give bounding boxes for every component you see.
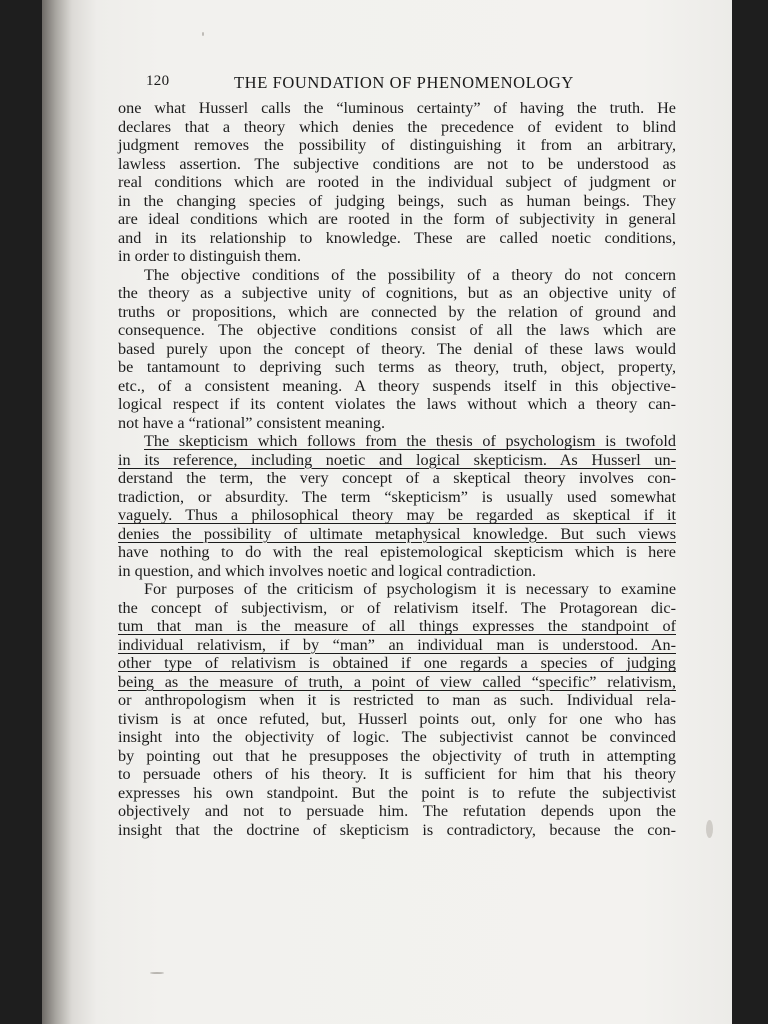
text-line: in its reference, including noetic and logical skepticism. As Husserl un-	[118, 450, 676, 469]
paper-speck	[706, 820, 713, 838]
text-line: in the changing species of judging beings, such as human beings. They	[118, 191, 676, 210]
paper-mark	[150, 972, 164, 974]
body-text	[118, 99, 676, 839]
text-line: are ideal conditions which are rooted in the form of subjectivity in general	[118, 210, 676, 228]
text-line: individual relativism, if by “man” an individual man is understood. An-	[118, 635, 676, 654]
text-line: by pointing out that he presupposes the objectivity of truth in attempting	[118, 746, 676, 765]
text-line: For purposes of the criticism of psychologism it is necessary to examine	[144, 580, 676, 598]
text-line: in question, and which involves noetic and logical contradiction.	[118, 561, 537, 580]
text-line: other type of relativism is obtained if one regards a species of judging	[118, 654, 676, 672]
text-line: tradiction, or absurdity. The term “skepticism” is usually used somewhat	[118, 487, 676, 506]
paper-speck	[202, 32, 204, 36]
text-line: declares that a theory which denies the precedence of evident to blind	[118, 117, 676, 136]
paragraph	[118, 432, 676, 580]
text-line: expresses his own standpoint. But the point is to refute the subjectivist	[118, 783, 676, 802]
text-line: based purely upon the concept of theory. The denial of these laws would	[118, 339, 676, 358]
text-line: the concept of subjectivism, or of relativism itself. The Protagorean dic-	[118, 598, 676, 617]
text-line: logical respect if its content violates the laws without which a theory can-	[118, 395, 676, 413]
paragraph	[118, 266, 676, 433]
text-line: insight that the doctrine of skepticism is contradictory, because the con-	[118, 820, 676, 839]
text-line: lawless assertion. The subjective conditions are not to be understood as	[118, 154, 676, 173]
text-line: not have a “rational” consistent meaning.	[118, 413, 385, 432]
text-line: and in its relationship to knowledge. These are called noetic conditions,	[118, 228, 676, 247]
text-line: truths or propositions, which are connected by the relation of ground and	[118, 302, 676, 321]
text-line: etc., of a consistent meaning. A theory suspends itself in this objective-	[118, 376, 676, 395]
text-line: The objective conditions of the possibility of a theory do not concern	[144, 265, 676, 284]
paragraph	[118, 99, 676, 266]
text-line: objectively and not to persuade him. The refutation depends upon the	[118, 802, 676, 820]
text-line: insight into the objectivity of logic. The subjectivist cannot be convinced	[118, 728, 676, 746]
text-line: in order to distinguish them.	[118, 247, 301, 265]
text-line: tivism is at once refuted, but, Husserl points out, only for one who has	[118, 709, 676, 728]
book-page	[42, 0, 732, 1024]
text-line: one what Husserl calls the “luminous certainty” of having the truth. He	[118, 99, 676, 117]
paragraph	[118, 580, 676, 839]
page-number: 120	[146, 73, 170, 89]
text-line: be tantamount to depriving such terms as theory, truth, object, property,	[118, 358, 676, 376]
text-line: the theory as a subjective unity of cognitions, but as an objective unity of	[118, 284, 676, 302]
text-line: The skepticism which follows from the thesis of psychologism is twofold	[144, 432, 676, 450]
text-line: have nothing to do with the real epistemological skepticism which is here	[118, 543, 676, 561]
text-line: to persuade others of his theory. It is sufficient for him that his theory	[118, 765, 676, 783]
text-line: derstand the term, the very concept of a skeptical theory involves con-	[118, 469, 676, 487]
running-title: THE FOUNDATION OF PHENOMENOLOGY	[234, 73, 574, 92]
text-line: real conditions which are rooted in the individual subject of judgment or	[118, 173, 676, 191]
text-line: denies the possibility of ultimate metaphysical knowledge. But such views	[118, 524, 676, 543]
text-line: judgment removes the possibility of distinguishing it from an arbitrary,	[118, 136, 676, 154]
text-line: or anthropologism when it is restricted to man as such. Individual rela-	[118, 691, 676, 709]
text-line: being as the measure of truth, a point of view called “specific” relativism,	[118, 672, 676, 691]
text-line: tum that man is the measure of all things expresses the standpoint of	[118, 617, 676, 635]
text-line: consequence. The objective conditions consist of all the laws which are	[118, 321, 676, 339]
text-line: vaguely. Thus a philosophical theory may be regarded as skeptical if it	[118, 506, 676, 524]
page-header	[146, 73, 706, 97]
